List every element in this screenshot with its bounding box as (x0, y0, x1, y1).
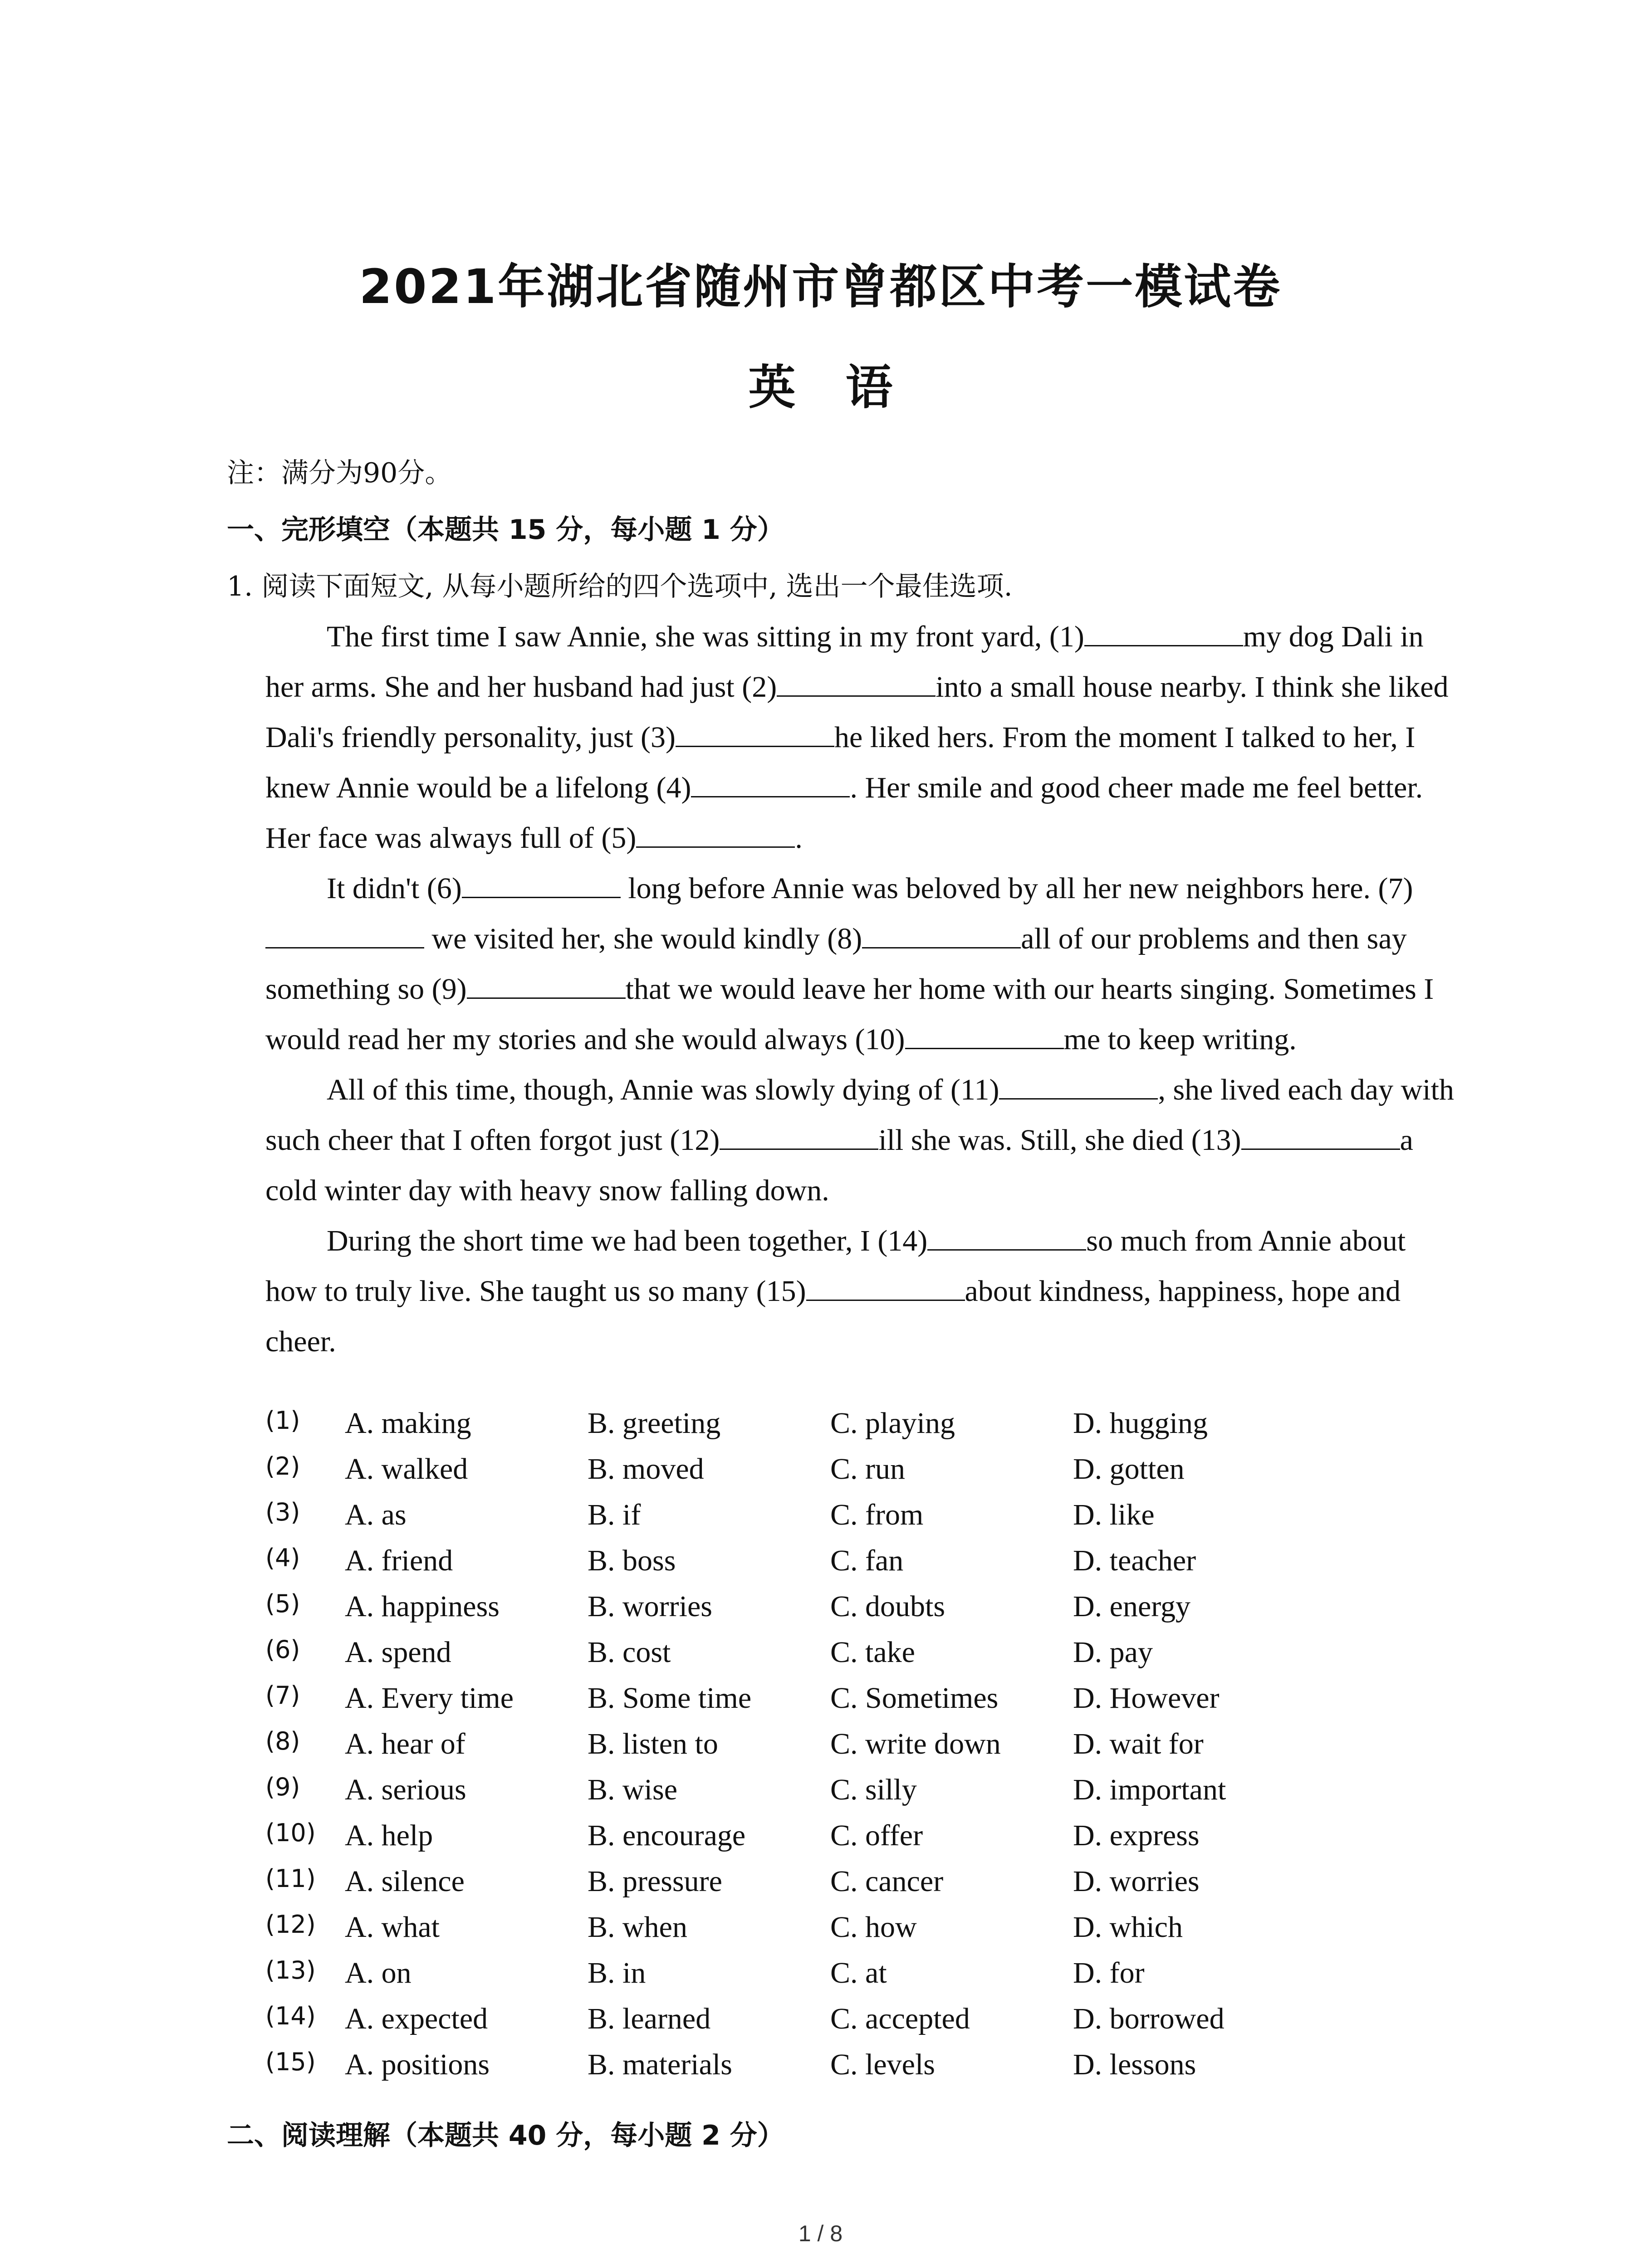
blank-14[interactable] (927, 1223, 1086, 1251)
option-row (265, 1727, 1400, 1773)
option-a[interactable]: A. friend (345, 1544, 453, 1577)
option-c[interactable]: C. doubts (830, 1590, 945, 1623)
blank-1[interactable] (1084, 619, 1243, 646)
option-b[interactable]: B. encourage (588, 1819, 746, 1852)
option-b[interactable]: B. greeting (588, 1407, 721, 1440)
option-number: (9) (265, 1773, 300, 1801)
option-c[interactable]: C. Sometimes (830, 1681, 999, 1715)
option-d[interactable]: D. hugging (1073, 1407, 1208, 1440)
score-note: 注：满分为90分。 (227, 457, 452, 489)
option-c[interactable]: C. playing (830, 1407, 955, 1440)
option-number: (3) (265, 1498, 300, 1526)
passage-paragraph-3: All of this time, though, Annie was slowly dying of (11) , she lived each day with such cheer that I often forgot just (12) ill she was. Still, she died (13) a cold winter day with heavy snow falling down. (265, 1065, 1454, 1216)
blank-13[interactable] (1241, 1122, 1400, 1150)
exam-title: 2021年湖北省随州市曾都区中考一模试卷 (359, 259, 1282, 314)
cloze-passage (265, 611, 1454, 1367)
option-d[interactable]: D. which (1073, 1911, 1183, 1944)
blank-3[interactable] (676, 719, 834, 747)
option-b[interactable]: B. wise (588, 1773, 677, 1806)
option-b[interactable]: B. listen to (588, 1727, 718, 1760)
option-b[interactable]: B. boss (588, 1544, 676, 1577)
option-number: (8) (265, 1727, 300, 1755)
blank-2[interactable] (777, 669, 936, 697)
option-row (265, 1818, 1400, 1864)
blank-9[interactable] (467, 971, 626, 999)
subject-title: 英语 (748, 360, 943, 415)
section-2-heading: 二、阅读理解（本题共 40 分，每小题 2 分） (227, 2120, 784, 2151)
option-b[interactable]: B. when (588, 1911, 687, 1944)
option-a[interactable]: A. happiness (345, 1590, 500, 1623)
page-number: 1 / 8 (798, 2221, 843, 2246)
option-a[interactable]: A. making (345, 1407, 471, 1440)
option-row (265, 1452, 1400, 1498)
option-b[interactable]: B. learned (588, 2002, 711, 2035)
question-instruction: 1. 阅读下面短文, 从每小题所给的四个选项中, 选出一个最佳选项. (227, 571, 1013, 602)
option-c[interactable]: C. cancer (830, 1865, 944, 1898)
option-a[interactable]: A. walked (345, 1452, 468, 1486)
option-b[interactable]: B. moved (588, 1452, 704, 1486)
option-c[interactable]: C. write down (830, 1727, 1001, 1760)
option-c[interactable]: C. offer (830, 1819, 923, 1852)
option-c[interactable]: C. silly (830, 1773, 917, 1806)
answer-options (265, 1406, 1400, 2093)
option-number: (11) (265, 1864, 316, 1893)
passage-paragraph-2: It didn't (6) long before Annie was beloved by all her new neighbors here. (7) we visited her, she would kindly (8) all of our problems and then say something so (9) that we would leave her home with our hearts singing. Sometimes I would read her my stories and she would always (10) me to keep writing. (265, 863, 1454, 1065)
option-number: (1) (265, 1406, 300, 1435)
option-number: (6) (265, 1635, 300, 1664)
option-a[interactable]: A. as (345, 1498, 407, 1531)
option-d[interactable]: D. wait for (1073, 1727, 1204, 1760)
option-row (265, 1773, 1400, 1818)
option-b[interactable]: B. Some time (588, 1681, 752, 1715)
option-a[interactable]: A. spend (345, 1636, 451, 1669)
blank-6[interactable] (462, 870, 621, 898)
blank-15[interactable] (806, 1273, 965, 1301)
option-b[interactable]: B. pressure (588, 1865, 722, 1898)
option-number: (7) (265, 1681, 300, 1710)
option-row (265, 1864, 1400, 1910)
option-d[interactable]: D. energy (1073, 1590, 1191, 1623)
option-d[interactable]: D. gotten (1073, 1452, 1185, 1486)
option-d[interactable]: D. pay (1073, 1636, 1153, 1669)
option-row (265, 1498, 1400, 1544)
option-row (265, 2002, 1400, 2048)
option-a[interactable]: A. what (345, 1911, 440, 1944)
option-c[interactable]: C. at (830, 1956, 887, 1989)
option-row (265, 1589, 1400, 1635)
option-b[interactable]: B. worries (588, 1590, 712, 1623)
option-c[interactable]: C. levels (830, 2048, 935, 2081)
blank-12[interactable] (720, 1122, 878, 1150)
option-number: (13) (265, 1956, 316, 1984)
option-b[interactable]: B. materials (588, 2048, 732, 2081)
passage-paragraph-4: During the short time we had been together, I (14) so much from Annie about how to truly live. She taught us so many (15) about kindness, happiness, hope and cheer. (265, 1216, 1454, 1367)
option-d[interactable]: D. express (1073, 1819, 1200, 1852)
option-number: (5) (265, 1589, 300, 1618)
option-d[interactable]: D. teacher (1073, 1544, 1196, 1577)
option-row (265, 1681, 1400, 1727)
option-a[interactable]: A. hear of (345, 1727, 465, 1760)
option-number: (15) (265, 2048, 316, 2076)
option-row (265, 1910, 1400, 1956)
option-number: (12) (265, 1910, 316, 1939)
option-a[interactable]: A. on (345, 1956, 411, 1989)
option-c[interactable]: C. accepted (830, 2002, 970, 2035)
option-c[interactable]: C. take (830, 1636, 915, 1669)
blank-5[interactable] (636, 820, 795, 848)
option-row (265, 1956, 1400, 2002)
option-b[interactable]: B. cost (588, 1636, 671, 1669)
option-number: (14) (265, 2002, 316, 2030)
option-d[interactable]: D. for (1073, 1956, 1145, 1989)
option-d[interactable]: D. like (1073, 1498, 1155, 1531)
option-row (265, 2048, 1400, 2093)
option-b[interactable]: B. if (588, 1498, 641, 1531)
option-a[interactable]: A. help (345, 1819, 433, 1852)
passage-paragraph-1: The first time I saw Annie, she was sitting in my front yard, (1) my dog Dali in her arms. She and her husband had just (2) into a small house nearby. I think she liked Dali's friendly personality, just (3) he liked hers. From the moment I talked to her, I knew Annie would be a lifelong (4) . Her smile and good cheer made me feel better. Her face was always full of (5) . (265, 611, 1454, 863)
blank-7[interactable] (265, 921, 424, 948)
option-d[interactable]: D. borrowed (1073, 2002, 1225, 2035)
option-c[interactable]: C. fan (830, 1544, 904, 1577)
option-c[interactable]: C. from (830, 1498, 924, 1531)
option-b[interactable]: B. in (588, 1956, 646, 1989)
option-d[interactable]: D. important (1073, 1773, 1226, 1806)
option-row (265, 1406, 1400, 1452)
option-c[interactable]: C. how (830, 1911, 917, 1944)
option-d[interactable]: D. worries (1073, 1865, 1200, 1898)
blank-11[interactable] (999, 1072, 1158, 1100)
option-number: (10) (265, 1818, 316, 1847)
blank-8[interactable] (862, 921, 1021, 948)
option-c[interactable]: C. run (830, 1452, 905, 1486)
option-number: (2) (265, 1452, 300, 1481)
option-row (265, 1544, 1400, 1589)
option-d[interactable]: D. lessons (1073, 2048, 1196, 2081)
option-a[interactable]: A. silence (345, 1865, 465, 1898)
option-row (265, 1635, 1400, 1681)
option-a[interactable]: A. positions (345, 2048, 490, 2081)
section-1-heading: 一、完形填空（本题共 15 分，每小题 1 分） (227, 514, 784, 546)
blank-4[interactable] (691, 770, 850, 797)
option-d[interactable]: D. However (1073, 1681, 1220, 1715)
option-a[interactable]: A. Every time (345, 1681, 514, 1715)
blank-10[interactable] (905, 1022, 1064, 1049)
option-a[interactable]: A. expected (345, 2002, 488, 2035)
option-number: (4) (265, 1544, 300, 1572)
option-a[interactable]: A. serious (345, 1773, 466, 1806)
